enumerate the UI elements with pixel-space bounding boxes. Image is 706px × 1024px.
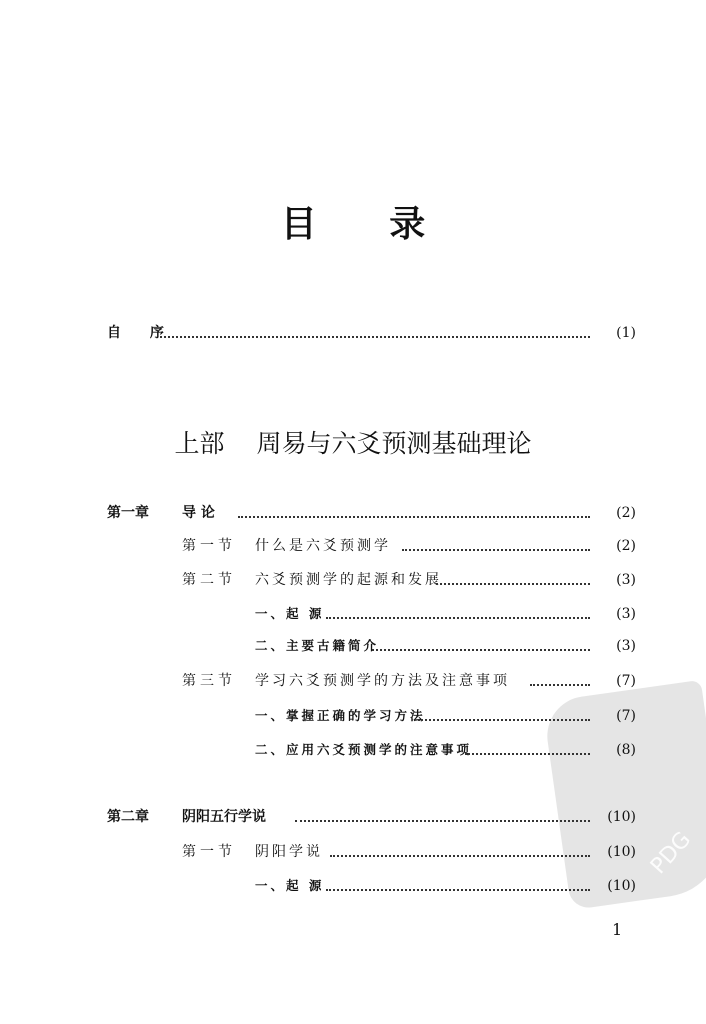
toc-entry-subsection[interactable] (0, 740, 706, 760)
toc-title: 一、起 源 (255, 878, 325, 893)
toc-entry-subsection[interactable] (0, 876, 706, 896)
toc-entry-chapter[interactable] (0, 807, 706, 827)
toc-page: (3) (616, 638, 636, 654)
leader-dots (330, 855, 590, 857)
toc-label: 第二节 (182, 572, 236, 588)
toc-title: 一、掌握正确的学习方法 (255, 708, 426, 723)
toc-label: 第二章 (107, 809, 149, 825)
part-title: 周易与六爻预测基础理论 (256, 429, 532, 458)
toc-title: 一、起 源 (255, 606, 325, 621)
toc-entry-chapter[interactable] (0, 503, 706, 523)
part-label: 上部 (174, 429, 225, 458)
toc-title: 导 论 (182, 505, 215, 521)
toc-page: (3) (616, 572, 636, 588)
toc-page: (1) (616, 325, 636, 341)
leader-dots (326, 617, 590, 619)
toc-title: 二、应用六爻预测学的注意事项 (255, 742, 473, 757)
page-number: 1 (612, 920, 623, 939)
toc-page: (10) (607, 878, 636, 894)
toc-page: (3) (616, 606, 636, 622)
toc-entry-section[interactable] (0, 671, 706, 691)
toc-page: (10) (607, 809, 636, 825)
leader-dots (402, 549, 590, 551)
leader-dots (372, 649, 590, 651)
toc-page: (2) (616, 538, 636, 554)
toc-title: 二、主要古籍简介 (255, 638, 380, 653)
toc-title: 六爻预测学的起源和发展 (255, 572, 442, 588)
leader-dots (160, 336, 590, 338)
toc-page: (7) (616, 673, 636, 689)
toc-page: (2) (616, 505, 636, 521)
toc-title: 阴阳五行学说 (182, 809, 266, 825)
toc-entry-subsection[interactable] (0, 706, 706, 726)
toc-entry-section[interactable] (0, 536, 706, 556)
leader-dots (465, 753, 590, 755)
leader-dots (436, 583, 590, 585)
leader-dots (238, 516, 590, 518)
leader-dots (326, 889, 590, 891)
toc-label: 第三节 (182, 673, 236, 689)
page-title: 目 录 (280, 203, 456, 245)
toc-label: 第一节 (182, 844, 236, 860)
toc-page: (10) (607, 844, 636, 860)
watermark-text: PDG (645, 827, 696, 880)
toc-label: 第一节 (182, 538, 236, 554)
toc-label: 第一章 (107, 505, 149, 521)
toc-title: 阴阳学说 (255, 844, 323, 860)
toc-entry-section[interactable] (0, 570, 706, 590)
toc-page: (7) (616, 708, 636, 724)
part-heading (0, 424, 706, 460)
toc-title: 什么是六爻预测学 (255, 538, 391, 554)
toc-label: 自 序 (107, 325, 176, 341)
leader-dots (530, 684, 590, 686)
toc-title: 学习六爻预测学的方法及注意事项 (255, 673, 510, 689)
toc-entry-subsection[interactable] (0, 636, 706, 656)
leader-dots (418, 719, 590, 721)
toc-entry-section[interactable] (0, 842, 706, 862)
toc-page: (8) (616, 742, 636, 758)
toc-entry-subsection[interactable] (0, 604, 706, 624)
toc-entry-preface[interactable] (0, 323, 706, 343)
leader-dots (295, 820, 590, 822)
